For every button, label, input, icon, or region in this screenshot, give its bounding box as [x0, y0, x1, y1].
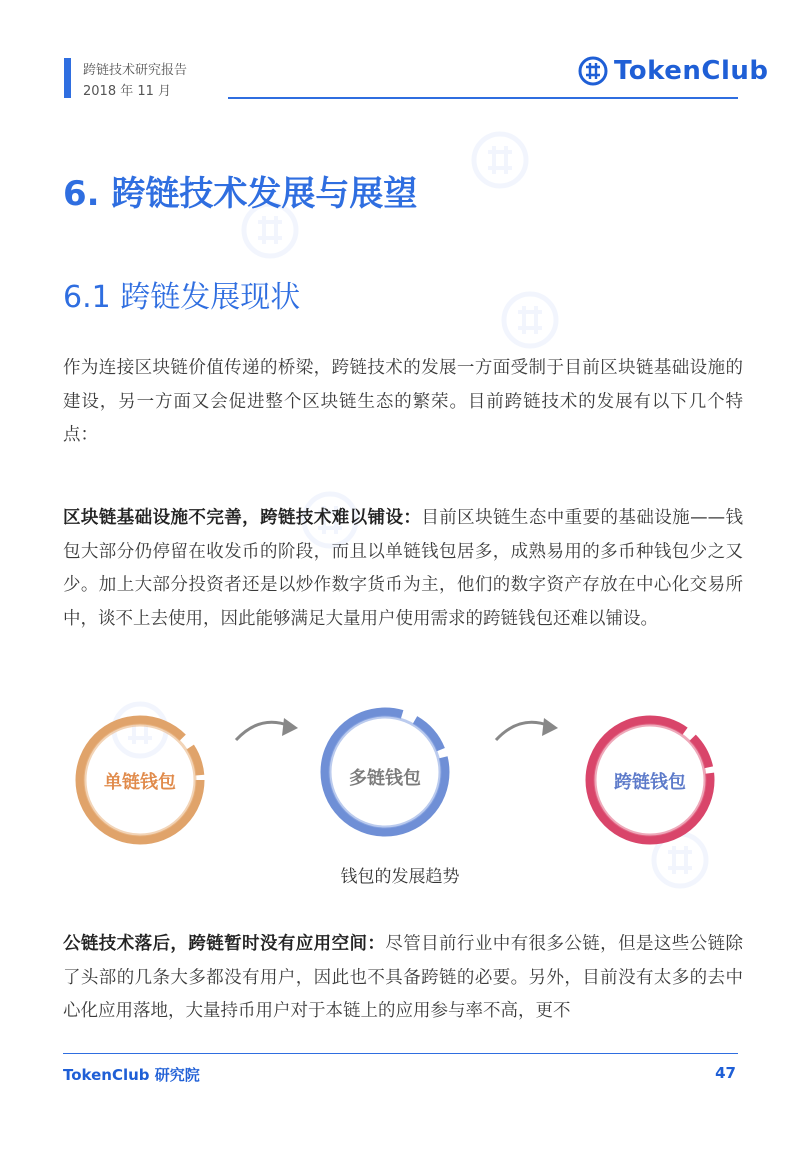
page-number: 47: [715, 1064, 736, 1082]
header-divider: [228, 97, 738, 99]
header-accent-bar: [64, 58, 71, 98]
logo-text: TokenClub: [614, 56, 769, 86]
stage-label-single: 单链钱包: [104, 772, 176, 793]
report-date: 2018 年 11 月: [83, 84, 172, 99]
watermark-logo-icon: [470, 130, 530, 190]
stage-label-multi: 多链钱包: [349, 768, 421, 789]
intro-paragraph: 作为连接区块链价值传递的桥梁，跨链技术的发展一方面受制于目前区块链基础设施的建设，另一方面又会促进整个区块链生态的繁荣。目前跨链技术的发展有以下几个特点：: [63, 358, 743, 445]
report-title: 跨链技术研究报告: [83, 63, 188, 78]
point-2-body: 尽管目前行业中有很多公链，但是这些公链除了头部的几条大多都没有用户，因此也不具备跨链的必要。另外，目前没有太多的去中心化应用落地，大量持币用户对于本链上的应用参与率不高，更不: [63, 934, 743, 1021]
arrow-right-icon: [230, 710, 310, 750]
subsection-heading: 6.1 跨链发展现状: [63, 280, 301, 315]
watermark-logo-icon: [500, 290, 560, 350]
point-1-lead: 区块链基础设施不完善，跨链技术难以铺设：: [63, 508, 422, 528]
footer-brand: TokenClub 研究院: [63, 1066, 200, 1084]
arrow-right-icon: [490, 710, 570, 750]
stage-label-cross: 跨链钱包: [614, 772, 686, 793]
point-1-body: 目前区块链生态中重要的基础设施——钱包大部分仍停留在收发币的阶段，而且以单链钱包居多，成熟易用的多币种钱包少之又少。加上大部分投资者还是以炒作数字货币为主，他们的数字资产存放在中心化交易所中，谈不上去使用，因此能够满足大量用户使用需求的跨链钱包还难以铺设。: [63, 508, 744, 629]
point-2-paragraph: [63, 928, 743, 1029]
section-heading: 6. 跨链技术发展与展望: [63, 174, 418, 214]
tokenclub-logo: [578, 56, 769, 86]
tokenclub-logo-icon: [578, 56, 608, 86]
footer-divider: [63, 1053, 738, 1054]
point-2-lead: 公链技术落后，跨链暂时没有应用空间：: [63, 934, 386, 954]
point-1-paragraph: [63, 502, 743, 636]
diagram-caption: 钱包的发展趋势: [340, 867, 460, 887]
